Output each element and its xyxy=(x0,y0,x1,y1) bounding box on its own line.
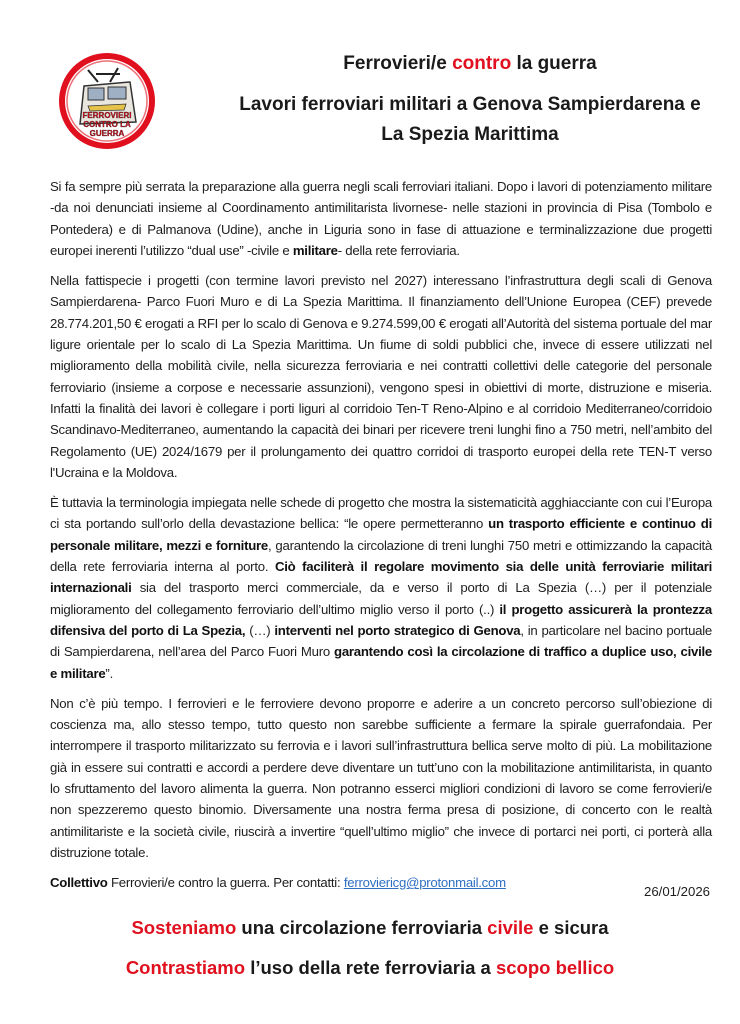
document-body xyxy=(50,176,712,903)
paragraph-3: È tuttavia la terminologia impiegata nelle schede di progetto che mostra la sistematicità agghiacciante con cui l’Europa ci sta portando sull’orlo della devastazione bellica: “le opere permetteranno un trasporto efficiente e continuo di personale militare, mezzi e forniture, garantendo la circolazione di treni lunghi 750 metri e ottimizzando la capacità della rete ferroviaria interna al porto. Ciò faciliterà il regolare movimento sia delle unità ferroviarie militari internazionali sia del trasporto merci commerciale, da e verso il porto di La Spezia (…) per il potenziale miglioramento del collegamento ferroviario dell’ultimo miglio verso il porto (..) il progetto assicurerà la prontezza difensiva del porto di La Spezia, (…) interventi nel porto strategico di Genova, in particolare nel bacino portuale di Sampierdarena, nell’area del Parco Fuori Muro garantendo così la circolazione di traffico a duplice uso, civile e militare”. xyxy=(50,495,713,681)
slogan-1: Sosteniamo una circolazione ferroviaria civile e sicura xyxy=(131,917,609,938)
slogans xyxy=(0,915,740,981)
document-date: 26/01/2026 xyxy=(643,884,710,899)
contact-line: Collettivo Ferrovieri/e contro la guerra. Per contatti: ferroviericg@protonmail.com xyxy=(50,875,506,891)
paragraph-4: Non c’è più tempo. I ferrovieri e le ferroviere devono proporre e aderire a un concreto percorso sull’obiezione di coscienza ma, allo stesso tempo, tutto questo non sarebbe sufficiente a fermare la spirale guerrafondaia. Per interrompere il trasporto militarizzato su ferrovia e i lavori sull’infrastruttura bellica serve molto di più. La mobilitazione già in essere sui contratti e accordi a perdere deve diventare un tutt’uno con la mobilitazione antimilitarista, in quanto lo sfruttamento del lavoro alimenta la guerra. Non potranno esserci migliori condizioni di lavoro se come ferrovieri/e non spezzeremo questo binomio. Diversamente una nostra ferma presa di posizione, di concerto con le realtà antimilitariste e la società civile, riuscirà a invertire “quell’ultimo miglio” che invece di portarci nei porti, ci porterà alla distruzione totale. xyxy=(50,695,712,860)
title-block xyxy=(230,52,710,150)
svg-text:GUERRA: GUERRA xyxy=(89,129,125,138)
paragraph-1: Si fa sempre più serrata la preparazione alla guerra negli scali ferroviari italiani. Dopo i lavori di potenziamento militare -da noi denunciati insieme al Coordinamento antimilitarista livornese- nelle stazioni in provincia di Pisa (Tombolo e Pontedera) e di Palmanova (Udine), anche in Liguria sono in fase di attuazione e terminalizzazione due progetti europei inerenti l’utilizzo “dual use” -civile e militare- della rete ferroviaria. xyxy=(50,179,712,258)
collective-logo xyxy=(58,52,156,150)
paragraph-2: Nella fattispecie i progetti (con termine lavori previsto nel 2027) interessano l’infrastruttura degli scali di Genova Sampierdarena- Parco Fuori Muro e di La Spezia Marittima. Il finanziamento dell’Unione Europea (CEF) prevede 28.774.201,50 € erogati a RFI per lo scalo di Genova e 9.274.599,00 € erogati all’Autorità del sistema portuale del mar ligure orientale per lo scalo di La Spezia Marittima. Un fiume di soldi pubblici che, invece di essere utilizzati nel miglioramento della mobilità civile, nella sicurezza ferroviaria e nei contratti collettivi delle categorie del personale ferroviario (insieme a corpose e necessarie assunzioni), vengono spesi in obiettivi di morte, distruzione e miseria. Infatti la finalità dei lavori è collegare i porti liguri al corridoio Ten-T Reno-Alpino e al corridoio Mediterraneo/corridoio Scandinavo-Mediterraneo, aumentando la capacità dei binari per ricevere treni lunghi fino a 750 metri, nell’ambito del Regolamento (UE) 2024/1679 per il prolungamento dei quattro corridoi di trasporto europei della rete TEN-T verso l'Ucraina e la Moldova. xyxy=(50,273,712,480)
slogan-2: Contrastiamo l’uso della rete ferroviaria a scopo bellico xyxy=(125,957,615,978)
svg-text:FERROVIERI: FERROVIERI xyxy=(82,111,132,120)
contact-email-link[interactable]: ferroviericg@protonmail.com xyxy=(343,875,506,891)
document-title: Lavori ferroviari militari a Genova Sampierdarena e La Spezia Marittima xyxy=(239,94,701,145)
svg-text:CONTRO LA: CONTRO LA xyxy=(83,120,131,129)
train-logo-icon xyxy=(58,52,156,150)
collective-title: Ferrovieri/e contro la guerra xyxy=(343,53,597,74)
document-header xyxy=(0,0,740,160)
